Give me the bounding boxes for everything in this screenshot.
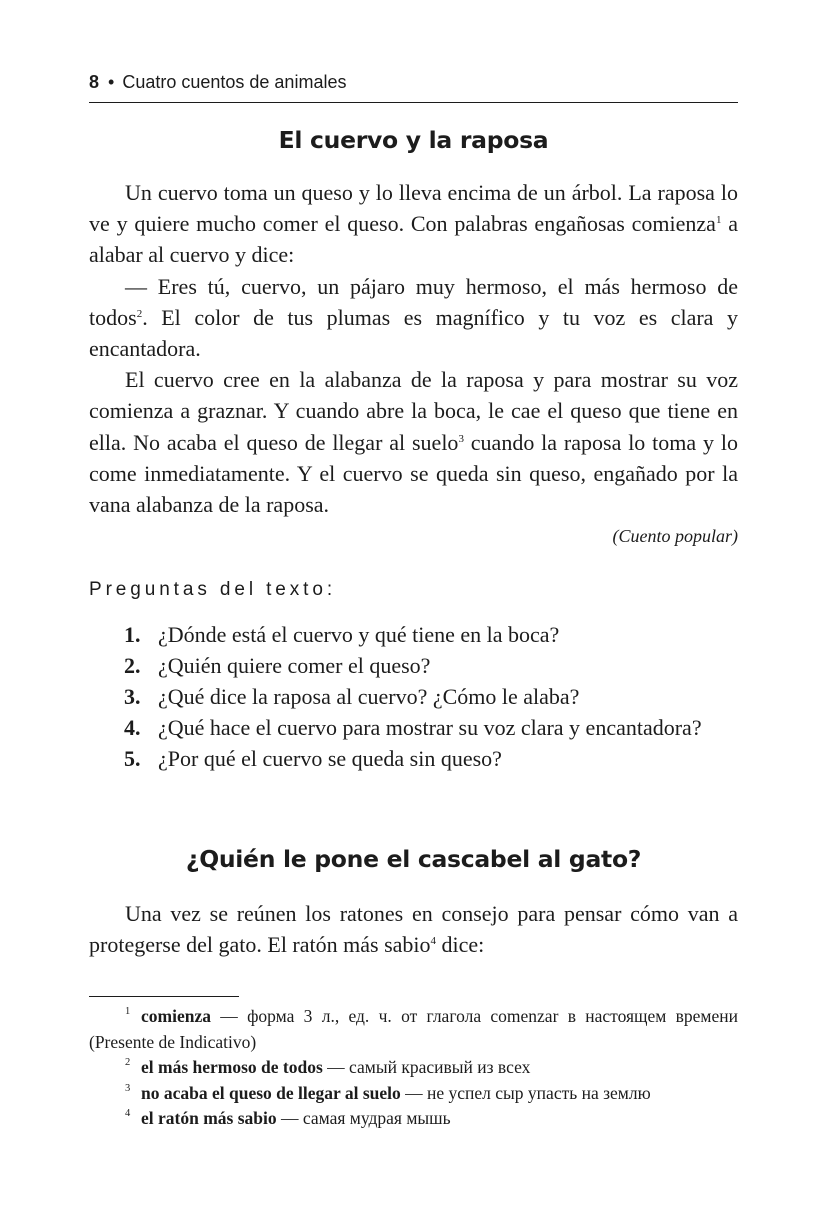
questions-heading: Preguntas del texto: bbox=[89, 579, 336, 600]
footnote-item: 4 el ratón más sabio — самая мудрая мышь bbox=[125, 1108, 451, 1128]
footnote-item: 2 el más hermoso de todos — самый красивый из всех bbox=[125, 1057, 531, 1077]
question-item: 4. ¿Qué hace el cuervo para mostrar su voz clara y encantadora? bbox=[124, 715, 702, 740]
running-head bbox=[89, 70, 738, 94]
footnote-ref: 3 bbox=[458, 432, 464, 445]
paragraph: El cuervo cree en la alabanza de la raposa y para mostrar su voz comienza a graznar. Y cuando abre la boca, le cae el queso que tiene en ella. No acaba el queso de llegar al suelo$^3$ cuando la raposa lo toma y lo come inmediatamente. Y el cuervo se queda sin queso, engañado por la vana alabanza de la raposa. bbox=[89, 367, 738, 518]
footnote-item: 3 no acaba el queso de llegar al suelo — не успел сыр упасть на землю bbox=[125, 1082, 651, 1103]
story-title-cuervo: El cuervo y la raposa bbox=[278, 126, 549, 154]
footnote-rule bbox=[89, 996, 239, 997]
story-title-gato: ¿Quién le pone el cascabel al gato? bbox=[185, 845, 642, 873]
book-title: Cuatro cuentos de animales bbox=[122, 72, 347, 92]
footnote-ref: 1 bbox=[715, 214, 722, 227]
question-item: 5. ¿Por qué el cuervo se queda sin queso? bbox=[124, 746, 502, 771]
paragraph: Una vez se reúnen los ratones en consejo para pensar cómo van a protegerse del gato. El ratón más sabio$^4$ dice: bbox=[89, 901, 738, 958]
footnotes bbox=[89, 1004, 738, 1132]
footnote-item: 1 comienza — форма 3 л., ед. ч. от глагола comenzar в настоящем времени (Presente de Indicativo) bbox=[89, 1006, 738, 1052]
story-source: (Cuento popular) bbox=[612, 526, 738, 546]
footnote-ref: 4 bbox=[430, 935, 437, 948]
paragraph: — Eres tú, cuervo, un pájaro muy hermoso, el más hermoso de todos$^2$. El color de tus plumas es magnífico y tu voz es clara y encantadora. bbox=[89, 273, 738, 362]
paragraph: Un cuervo toma un queso y lo lleva encima de un árbol. La raposa lo ve y quiere mucho comer el queso. Con palabras engañosas comienza$^1$ a alabar al cuervo y dice: bbox=[89, 180, 739, 268]
questions-list bbox=[89, 619, 738, 774]
question-item: 1. ¿Dónde está el cuervo y qué tiene en la boca? bbox=[124, 622, 560, 647]
page-number: 8 bbox=[89, 72, 100, 92]
footnote-ref: 2 bbox=[136, 307, 143, 320]
bullet-separator: • bbox=[108, 72, 115, 92]
question-item: 2. ¿Quién quiere comer el queso? bbox=[124, 653, 431, 678]
story-text-cuervo bbox=[89, 177, 738, 520]
story-text-gato bbox=[89, 898, 738, 960]
question-item: 3. ¿Qué dice la raposa al cuervo? ¿Cómo le alaba? bbox=[124, 684, 580, 709]
header-rule bbox=[89, 102, 738, 103]
